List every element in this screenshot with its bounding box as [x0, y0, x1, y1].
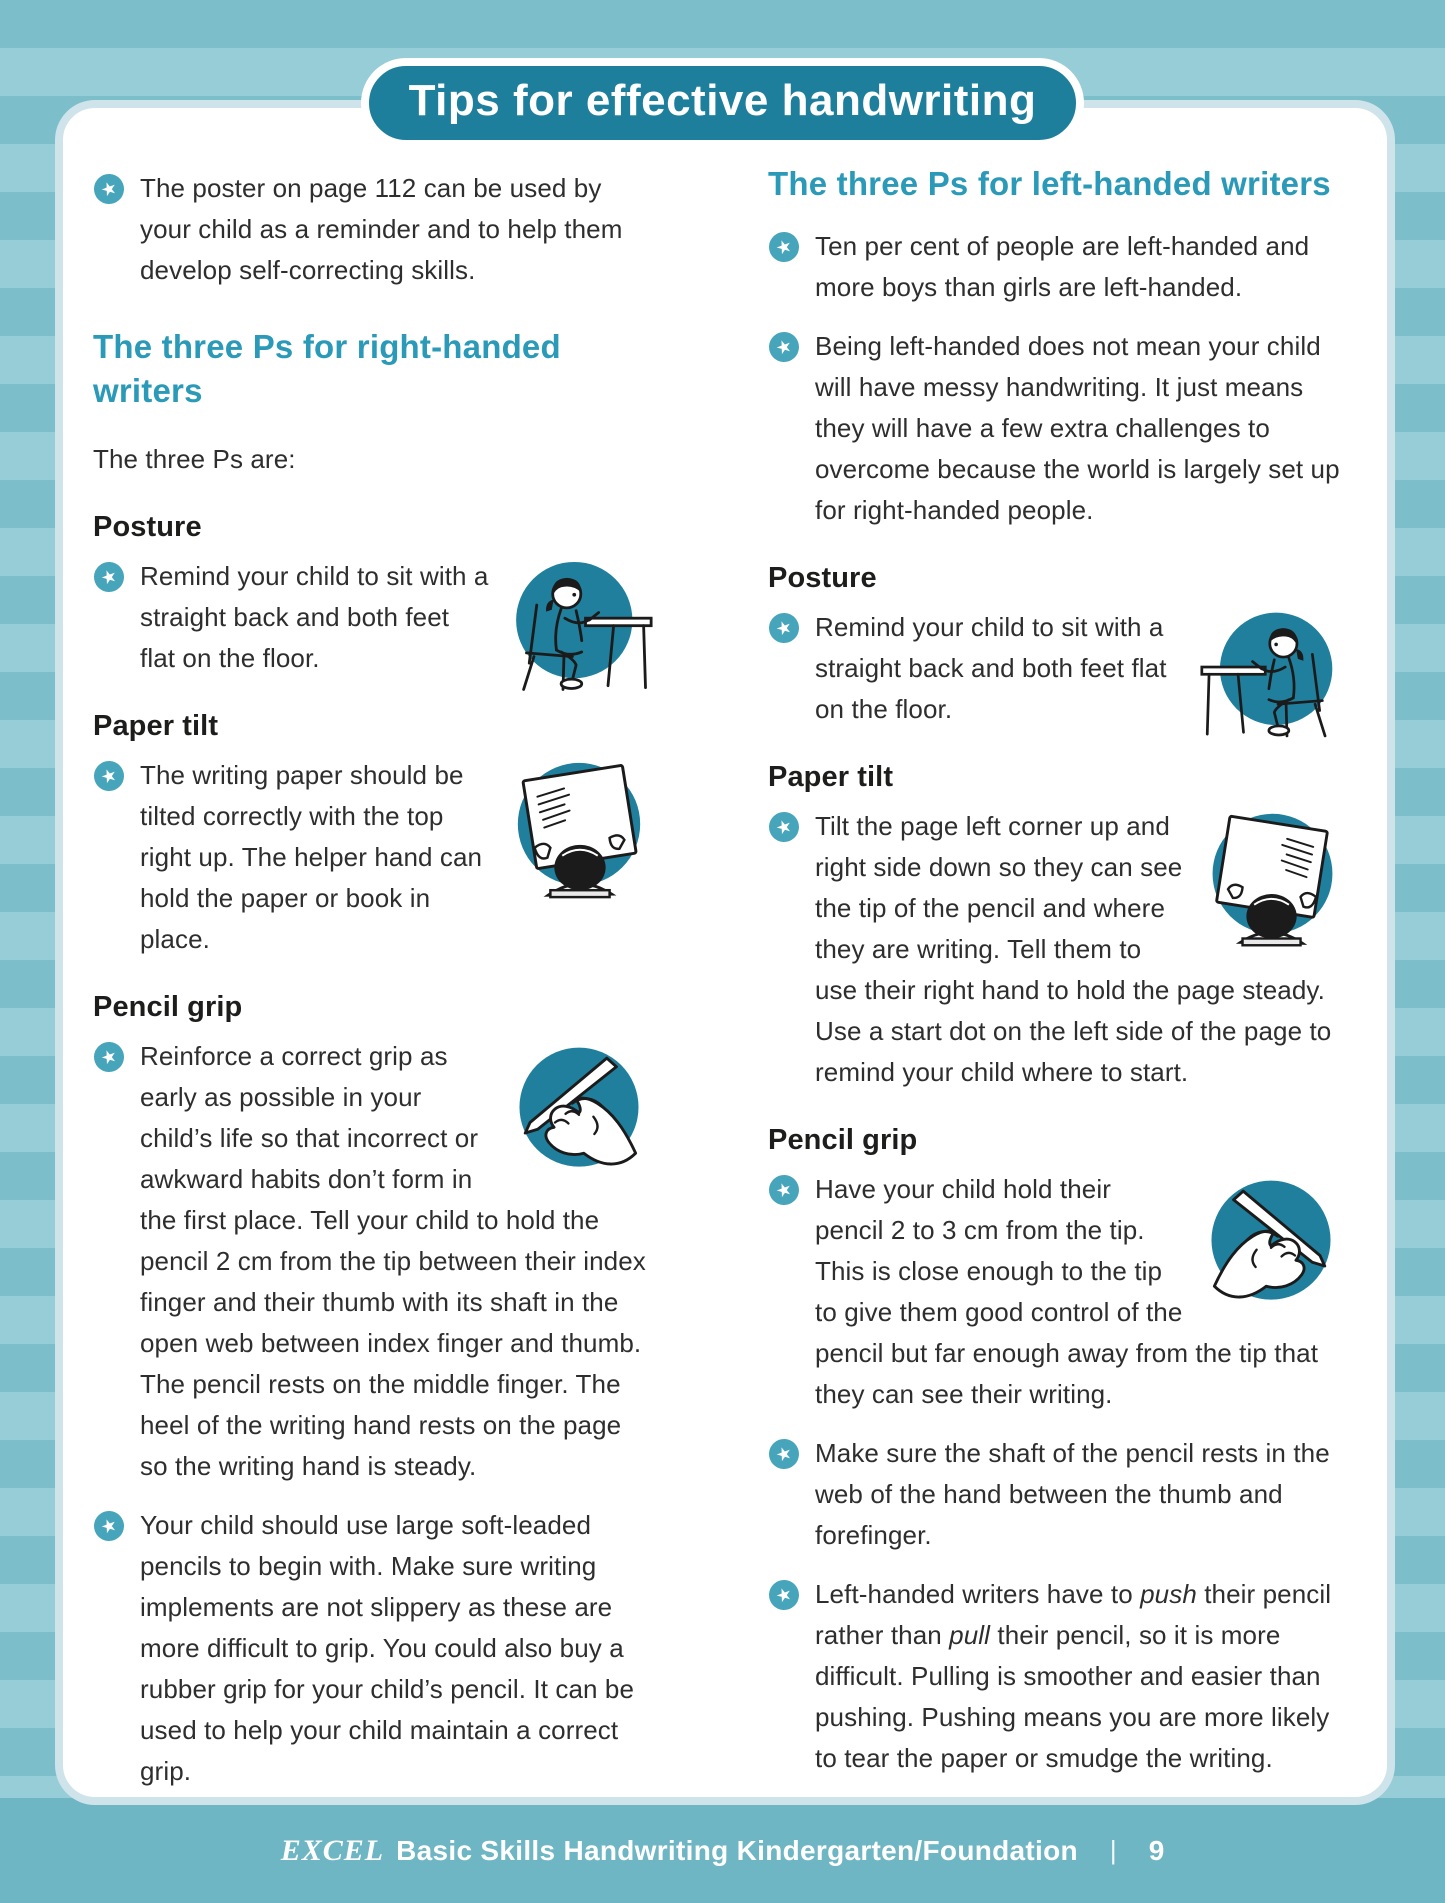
footer	[0, 1798, 1445, 1903]
content-card	[55, 100, 1395, 1805]
section-posture-right	[93, 510, 653, 679]
star-bullet-icon: ★	[90, 558, 128, 596]
section-title: Posture	[768, 562, 877, 594]
bullet-text: Ten per cent of people are left-handed and more boys than girls are left-handed.	[815, 231, 1310, 302]
list-item	[768, 607, 1345, 730]
heading-left-handed: The three Ps for left-handed writers	[768, 165, 1331, 202]
italic-word-push: push	[1140, 1579, 1197, 1609]
bullet-text: Have your child hold their pencil 2 to 3 cm from the tip. This is close enough to the tip to give them good control of the pencil but far enough away from the tip that they can see their writing.	[815, 1174, 1319, 1409]
list-item	[93, 755, 653, 960]
right-column	[768, 162, 1345, 1810]
star-bullet-icon: ★	[90, 757, 128, 795]
list-item	[93, 168, 653, 291]
star-bullet-icon: ★	[765, 1435, 803, 1473]
footer-separator: |	[1109, 1835, 1117, 1865]
bullet-text: Remind your child to sit with a straight back and both feet flat on the floor.	[815, 612, 1167, 724]
bullet-text-segment: their pencil rather than	[815, 1579, 1332, 1650]
list-item	[768, 326, 1345, 531]
bullet-text-segment: Left-handed writers have to	[815, 1579, 1141, 1609]
list-item	[93, 1036, 653, 1487]
bullet-text: The writing paper should be tilted correctly with the top right up. The helper hand can hold the paper or book in place.	[140, 760, 483, 954]
list-item	[768, 226, 1345, 308]
star-bullet-icon: ★	[765, 808, 803, 846]
section-pencil-grip-right	[93, 990, 653, 1792]
section-title: Pencil grip	[768, 1124, 918, 1156]
star-bullet-icon: ★	[765, 609, 803, 647]
bullet-text: Make sure the shaft of the pencil rests in the web of the hand between the thumb and forefinger.	[815, 1438, 1330, 1550]
star-bullet-icon: ★	[765, 328, 803, 366]
footer-series-title: Basic Skills Handwriting Kindergarten/Foundation	[396, 1834, 1078, 1866]
bullet-text: Tilt the page left corner up and right side down so they can see the tip of the pencil and where they are writing. Tell them to use their right hand to hold the page steady. Use a start dot on the left side of the page to remind your child where to start.	[815, 811, 1332, 1087]
heading-right-handed: The three Ps for right-handed writers	[93, 328, 561, 409]
brand-logo: EXCEL	[280, 1833, 385, 1867]
list-item	[768, 806, 1345, 1093]
section-posture-left	[768, 561, 1345, 730]
bullet-text: Being left-handed does not mean your child will have messy handwriting. It just means they will have a few extra challenges to overcome because the world is largely set up for right-handed people.	[815, 331, 1340, 525]
italic-word-pull: pull	[949, 1620, 991, 1650]
left-column	[93, 162, 653, 1810]
content-columns	[63, 108, 1387, 1810]
bullet-text: The poster on page 112 can be used by your child as a reminder and to help them develop self-correcting skills.	[140, 173, 623, 285]
bullet-text	[815, 1574, 1345, 1779]
section-title: Paper tilt	[768, 761, 894, 793]
bullet-text: Remind your child to sit with a straight back and both feet flat on the floor.	[140, 561, 489, 673]
section-title: Posture	[93, 511, 202, 543]
star-bullet-icon: ★	[765, 228, 803, 266]
list-item	[768, 1433, 1345, 1556]
list-item	[93, 1505, 653, 1792]
bullet-text-segment: their pencil, so it is more difficult. Pulling is smoother and easier than pushing. Pushing means you are more likely to tear the paper or smudge the writing.	[815, 1620, 1330, 1773]
star-bullet-icon: ★	[90, 1507, 128, 1545]
section-title: Paper tilt	[93, 710, 219, 742]
list-item	[93, 556, 653, 679]
list-item	[768, 1169, 1345, 1415]
star-bullet-icon: ★	[765, 1576, 803, 1614]
section-pencil-grip-left	[768, 1123, 1345, 1779]
page-number: 9	[1148, 1834, 1165, 1866]
section-paper-tilt-left	[768, 760, 1345, 1093]
bullet-text: Reinforce a correct grip as early as possible in your child’s life so that incorrect or awkward habits don’t form in the first place. Tell your child to hold the pencil 2 cm from the tip between their index finger and their thumb with its shaft in the open web between index finger and thumb. The pencil rests on the middle finger. The heel of the writing hand rests on the page so the writing hand is steady.	[140, 1041, 646, 1481]
bullet-text: Your child should use large soft-leaded pencils to begin with. Make sure writing implements are not slippery as these are more difficult to grip. You could also buy a rubber grip for your child’s pencil. It can be used to help your child maintain a correct grip.	[140, 1510, 635, 1786]
section-paper-tilt-right	[93, 709, 653, 960]
star-bullet-icon: ★	[90, 170, 128, 208]
section-title: Pencil grip	[93, 991, 243, 1023]
lead-text: The three Ps are:	[93, 444, 296, 474]
star-bullet-icon: ★	[765, 1171, 803, 1209]
list-item	[768, 1574, 1345, 1779]
page-title: Tips for effective handwriting	[361, 58, 1085, 148]
star-bullet-icon: ★	[90, 1038, 128, 1076]
